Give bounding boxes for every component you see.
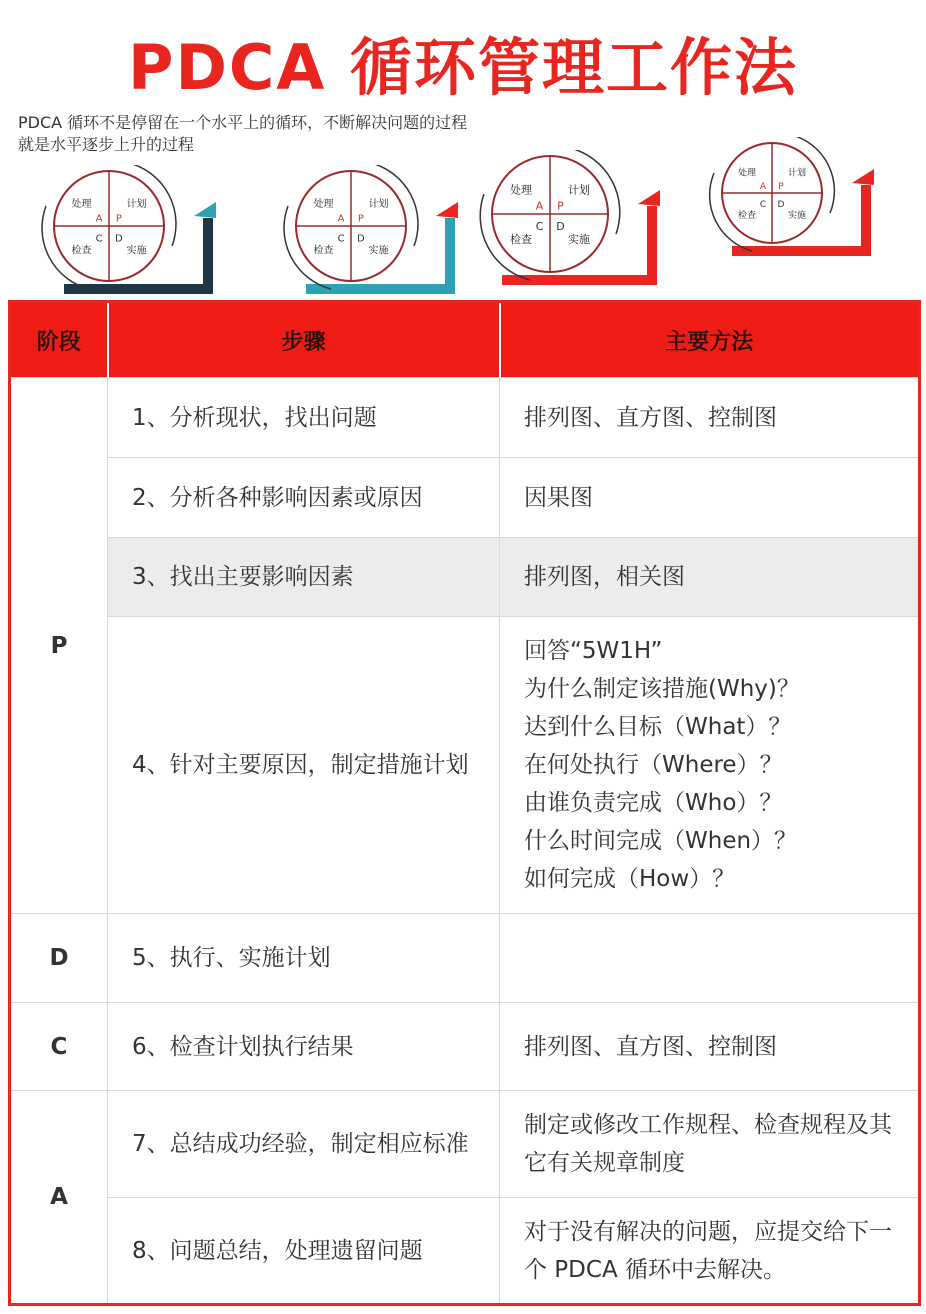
method-cell: 制定或修改工作规程、检查规程及其它有关规章制度 bbox=[500, 1091, 920, 1198]
table-row bbox=[10, 1198, 920, 1305]
method-cell: 因果图 bbox=[500, 458, 920, 538]
stage-c: C bbox=[10, 1003, 108, 1091]
method-line: 由谁负责完成（Who）？ bbox=[524, 790, 783, 816]
cycle-letter-p: P bbox=[115, 213, 122, 225]
arrow-triangle bbox=[852, 169, 874, 185]
step-cell: 6、检查计划执行结果 bbox=[108, 1003, 500, 1091]
table-row bbox=[10, 1003, 920, 1091]
step-cell: 1、分析现状，找出问题 bbox=[108, 378, 500, 458]
header-stage: 阶段 bbox=[10, 302, 108, 378]
pdca-cycle-diagram bbox=[708, 137, 888, 277]
table-row bbox=[10, 914, 920, 1003]
cycle-label-do: 实施 bbox=[368, 245, 389, 257]
cycle-label-do: 实施 bbox=[126, 245, 147, 257]
cycle-label-act: 处理 bbox=[313, 198, 334, 210]
method-cell-5w1h bbox=[500, 617, 920, 914]
cycle-letter-d: D bbox=[777, 200, 785, 210]
pdca-cycle-diagram bbox=[40, 165, 230, 315]
table-row bbox=[10, 538, 920, 617]
cycle-letter-a: A bbox=[759, 182, 767, 192]
cycle-label-act: 处理 bbox=[737, 168, 757, 179]
step-cell: 8、问题总结，处理遗留问题 bbox=[108, 1198, 500, 1305]
table-row bbox=[10, 1091, 920, 1198]
cycle-letter-c: C bbox=[759, 200, 767, 210]
method-line: 什么时间完成（When）？ bbox=[524, 828, 798, 854]
cycle-letter-c: C bbox=[95, 233, 103, 245]
cycle-letter-a: A bbox=[535, 199, 544, 213]
cycle-letter-d: D bbox=[357, 233, 365, 245]
arrow-triangle bbox=[436, 202, 458, 218]
method-cell: 排列图、直方图、控制图 bbox=[500, 378, 920, 458]
cycle-label-do: 实施 bbox=[568, 233, 590, 246]
cycle-label-do: 实施 bbox=[787, 211, 807, 221]
table-header-row bbox=[10, 302, 920, 378]
step-cell: 4、针对主要原因，制定措施计划 bbox=[108, 617, 500, 914]
method-cell: 对于没有解决的问题，应提交给下一个 PDCA 循环中去解决。 bbox=[500, 1198, 920, 1305]
cycle-label-plan: 计划 bbox=[568, 183, 590, 197]
cycle-label-plan: 计划 bbox=[787, 168, 807, 179]
cycle-label-check: 检查 bbox=[737, 211, 757, 221]
table-row bbox=[10, 378, 920, 458]
pdca-table bbox=[8, 300, 921, 1306]
method-line: 在何处执行（Where）？ bbox=[524, 752, 783, 778]
pdca-cycle-diagram bbox=[478, 150, 674, 306]
header-methods: 主要方法 bbox=[500, 302, 920, 378]
cycle-label-check: 检查 bbox=[510, 233, 532, 246]
stage-p: P bbox=[10, 378, 108, 914]
cycle-letter-a: A bbox=[95, 213, 103, 225]
cycle-letter-p: P bbox=[357, 213, 364, 225]
pdca-cycle-diagram bbox=[282, 165, 472, 315]
cycle-letter-c: C bbox=[535, 220, 544, 234]
method-cell: 排列图、直方图、控制图 bbox=[500, 1003, 920, 1091]
header-steps: 步骤 bbox=[108, 302, 500, 378]
cycle-letter-d: D bbox=[115, 233, 123, 245]
method-line: 如何完成（How）？ bbox=[524, 866, 736, 892]
pdca-cycle-illustrations bbox=[0, 135, 926, 295]
method-line: 回答“5W1H” bbox=[524, 638, 663, 664]
cycle-label-act: 处理 bbox=[510, 183, 532, 197]
step-cell: 3、找出主要影响因素 bbox=[108, 538, 500, 617]
cycle-letter-a: A bbox=[337, 213, 345, 225]
stage-a: A bbox=[10, 1091, 108, 1305]
cycle-label-check: 检查 bbox=[71, 245, 92, 257]
intro-text: PDCA 循环不是停留在一个水平上的循环，不断解决问题的过程就是水平逐步上升的过程 bbox=[18, 113, 468, 154]
cycle-letter-d: D bbox=[556, 220, 565, 234]
method-line: 达到什么目标（What）？ bbox=[524, 714, 792, 740]
cycle-label-plan: 计划 bbox=[368, 198, 389, 210]
cycle-label-check: 检查 bbox=[313, 245, 334, 257]
page-title: PDCA 循环管理工作法 bbox=[128, 31, 798, 104]
cycle-label-act: 处理 bbox=[71, 198, 92, 210]
cycle-letter-p: P bbox=[778, 182, 784, 192]
cycle-letter-p: P bbox=[557, 199, 564, 213]
cycle-label-plan: 计划 bbox=[126, 198, 147, 210]
step-cell: 5、执行、实施计划 bbox=[108, 914, 500, 1003]
arrow-triangle bbox=[194, 202, 216, 218]
stage-d: D bbox=[10, 914, 108, 1003]
arrow-triangle bbox=[638, 190, 660, 206]
method-cell bbox=[500, 914, 920, 1003]
table-row bbox=[10, 617, 920, 914]
method-cell: 排列图，相关图 bbox=[500, 538, 920, 617]
method-line: 为什么制定该措施(Why)？ bbox=[524, 676, 800, 702]
cycle-letter-c: C bbox=[337, 233, 345, 245]
table-row bbox=[10, 458, 920, 538]
step-cell: 2、分析各种影响因素或原因 bbox=[108, 458, 500, 538]
step-cell: 7、总结成功经验，制定相应标准 bbox=[108, 1091, 500, 1198]
